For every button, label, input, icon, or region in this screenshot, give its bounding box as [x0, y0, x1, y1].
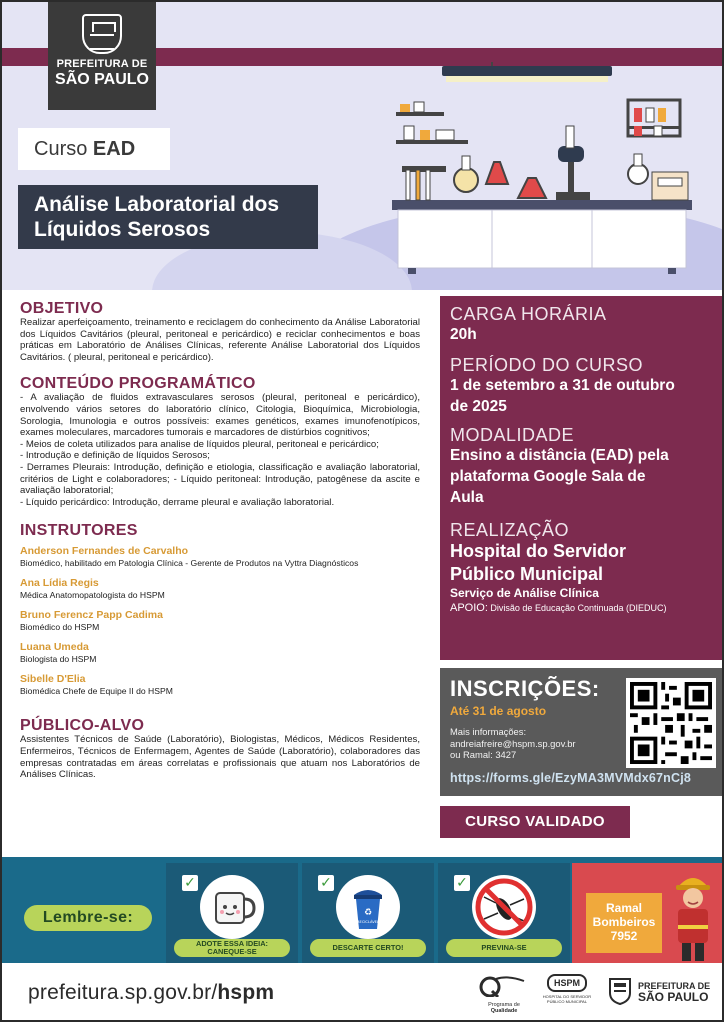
curso-validado-badge: CURSO VALIDADO	[440, 806, 630, 838]
check-icon: ✓	[454, 875, 470, 891]
instructor-name: Ana Lídia Regis	[20, 577, 99, 590]
reminder-tile-recycle	[302, 863, 434, 963]
conteudo-title: CONTEÚDO PROGRAMÁTICO	[20, 375, 256, 393]
laboratory-illustration-icon	[382, 62, 712, 274]
publico-text: Assistentes Técnicos de Saúde (Laboratório), Biologistas, Médicos, Médicos Residentes, Enfermeiros, Técnicos de Enfermagem, Agentes de Saúde (Laboratório), colaboradores das empresas contratadas em áreas correlatas e profissionais que atuam nos Laboratórios de Análises Clínicas.	[20, 734, 420, 781]
instructor-item	[20, 545, 420, 569]
apoio-label: APOIO:	[450, 602, 488, 614]
periodo-label: PERÍODO DO CURSO	[450, 355, 644, 375]
contact-info: Mais informações: andreiafreire@hspm.sp.gov.br ou Ramal: 3427	[450, 726, 722, 761]
instrutores-title: INSTRUTORES	[20, 522, 138, 540]
conteudo-text: - A avaliação de fluidos extravasculares serosos (pleural, peritoneal e pericárdico), envolvendo vários setores do laboratório clínico, Citologia, Bioquímica, Microbiologia, Sorologia, Imunologia e outros possíveis: exames genéticos, exames imunofenotípicos, exames moleculares, marcadores tumorais e marcadores de distúrbios cognitivos; - Meios de coleta utilizados para analise de líquidos pleural, peritoneal e pericárdico; - Introdução e definição de líquidos Serosos; - Derrames Pleurais: Introdução, definição e etiologia, classificação e avaliação laboratorial, critérios de Light e colaboradores; - Líquido peritoneal: Introdução, patogênese da ascite e avaliação laboratorial; - Líquido pericárdico: Introdução, derrame pleural e avaliação laboratorial.	[20, 392, 420, 508]
instructor-item	[20, 641, 420, 665]
prefeitura-logo: PREFEITURA DE SÃO PAULO	[48, 2, 156, 110]
instructor-item	[20, 609, 420, 633]
instructor-role: Biologista do HSPM	[20, 654, 97, 665]
lembre-se-label: Lembre-se:	[24, 905, 152, 931]
instructor-name: Anderson Fernandes de Carvalho	[20, 545, 189, 558]
tile-caption: ADOTE ESSA IDEIA: CANEQUE-SE	[174, 939, 290, 957]
realizacao-label: REALIZAÇÃO	[450, 520, 570, 540]
instructor-role: Médica Anatomopatologista do HSPM	[20, 590, 165, 601]
apoio-line	[450, 601, 722, 615]
footer: prefeitura.sp.gov.br/hspm Programa de Qualidade HSPM HOSPITAL DO SERVIDOR PÚBLICO MUNICIPAL PREFEITURA DE SÃO PAULO	[2, 963, 722, 1020]
carga-label: CARGA HORÁRIA	[450, 304, 607, 324]
tile-caption: DESCARTE CERTO!	[310, 939, 426, 957]
ramal-bombeiros-label: Ramal Bombeiros 7952	[586, 893, 662, 953]
left-column	[20, 300, 420, 781]
realizacao-sub: Serviço de Análise Clínica	[450, 586, 599, 600]
recycle-bin-icon	[336, 875, 400, 939]
course-info-panel	[440, 296, 722, 660]
svg-text:♻: ♻	[363, 908, 373, 918]
reminder-tile-mosquito	[438, 863, 570, 963]
instructor-role: Biomédico, habilitado em Patologia Clínica - Gerente de Produtos na Vyttra Diagnósticos	[20, 558, 359, 569]
no-mosquito-icon	[472, 875, 536, 939]
instructor-name: Bruno Ferencz Papp Cadima	[20, 609, 163, 622]
tile-caption: PREVINA-SE	[446, 939, 562, 957]
programa-qualidade-logo: Programa de Qualidade	[478, 973, 530, 1014]
publico-title: PÚBLICO-ALVO	[20, 717, 145, 735]
course-title: Análise Laboratorial dos Líquidos Serosos	[18, 185, 318, 249]
contact-email[interactable]: andreiafreire@hspm.sp.gov.br	[450, 737, 576, 749]
instructor-role: Biomédica Chefe de Equipe II do HSPM	[20, 686, 173, 697]
instructor-name: Sibelle D'Elia	[20, 673, 86, 686]
inscricoes-deadline: Até 31 de agosto	[450, 704, 547, 718]
check-icon: ✓	[318, 875, 334, 891]
contact-phone: ou Ramal: 3427	[450, 749, 517, 760]
instructor-name: Luana Umeda	[20, 641, 89, 654]
apoio-value: Divisão de Educação Continuada (DIEDUC)	[490, 603, 667, 613]
realizacao-value: Hospital do Servidor Público Municipal	[450, 541, 627, 584]
modalidade-value: Ensino a distância (EAD) pela plataforma Google Sala de Aula	[450, 447, 669, 506]
quality-icon	[478, 973, 530, 997]
periodo-value: 1 de setembro a 31 de outubro de 2025	[450, 377, 675, 415]
ramal-bombeiros-panel	[572, 863, 722, 963]
check-icon: ✓	[182, 875, 198, 891]
header	[2, 2, 722, 290]
instructor-item	[20, 577, 420, 601]
course-type-label: Curso EAD	[18, 128, 170, 170]
instructor-item	[20, 673, 420, 697]
objetivo-title: OBJETIVO	[20, 300, 104, 317]
website-link[interactable]: prefeitura.sp.gov.br/hspm	[28, 981, 275, 1004]
firefighter-icon	[668, 869, 718, 961]
instructor-list	[20, 545, 420, 697]
reminder-banner	[2, 857, 722, 963]
modalidade-label: MODALIDADE	[450, 425, 575, 445]
hspm-logo: HSPM HOSPITAL DO SERVIDOR PÚBLICO MUNICIPAL	[542, 973, 592, 1004]
instructor-role: Biomédico do HSPM	[20, 622, 100, 633]
inscricoes-panel	[440, 668, 722, 796]
mug-icon	[200, 875, 264, 939]
crest-icon	[608, 977, 632, 1005]
qr-code-icon[interactable]	[626, 678, 716, 768]
objetivo-text: Realizar aperfeiçoamento, treinamento e reciclagem do conhecimento da Análise Laboratorial dos Líquidos Cavitários (pleural, peritoneal e pericárdico) e reciclar conhecimentos e boas práticas em Laboratório de Análises Clínicas, referente Análise Laboratorial dos Líquidos Cavitários. ( pleural, peritoneal e pericárdico).	[20, 317, 420, 363]
crest-icon	[82, 14, 122, 54]
reminder-tile-mug	[166, 863, 298, 963]
inscricoes-title: INSCRIÇÕES:	[450, 676, 600, 701]
carga-value: 20h	[450, 326, 477, 343]
bin-label: RECICLÁVEL	[357, 920, 379, 924]
registration-link[interactable]: https://forms.gle/EzyMA3MVMdx67nCj8	[450, 770, 692, 785]
